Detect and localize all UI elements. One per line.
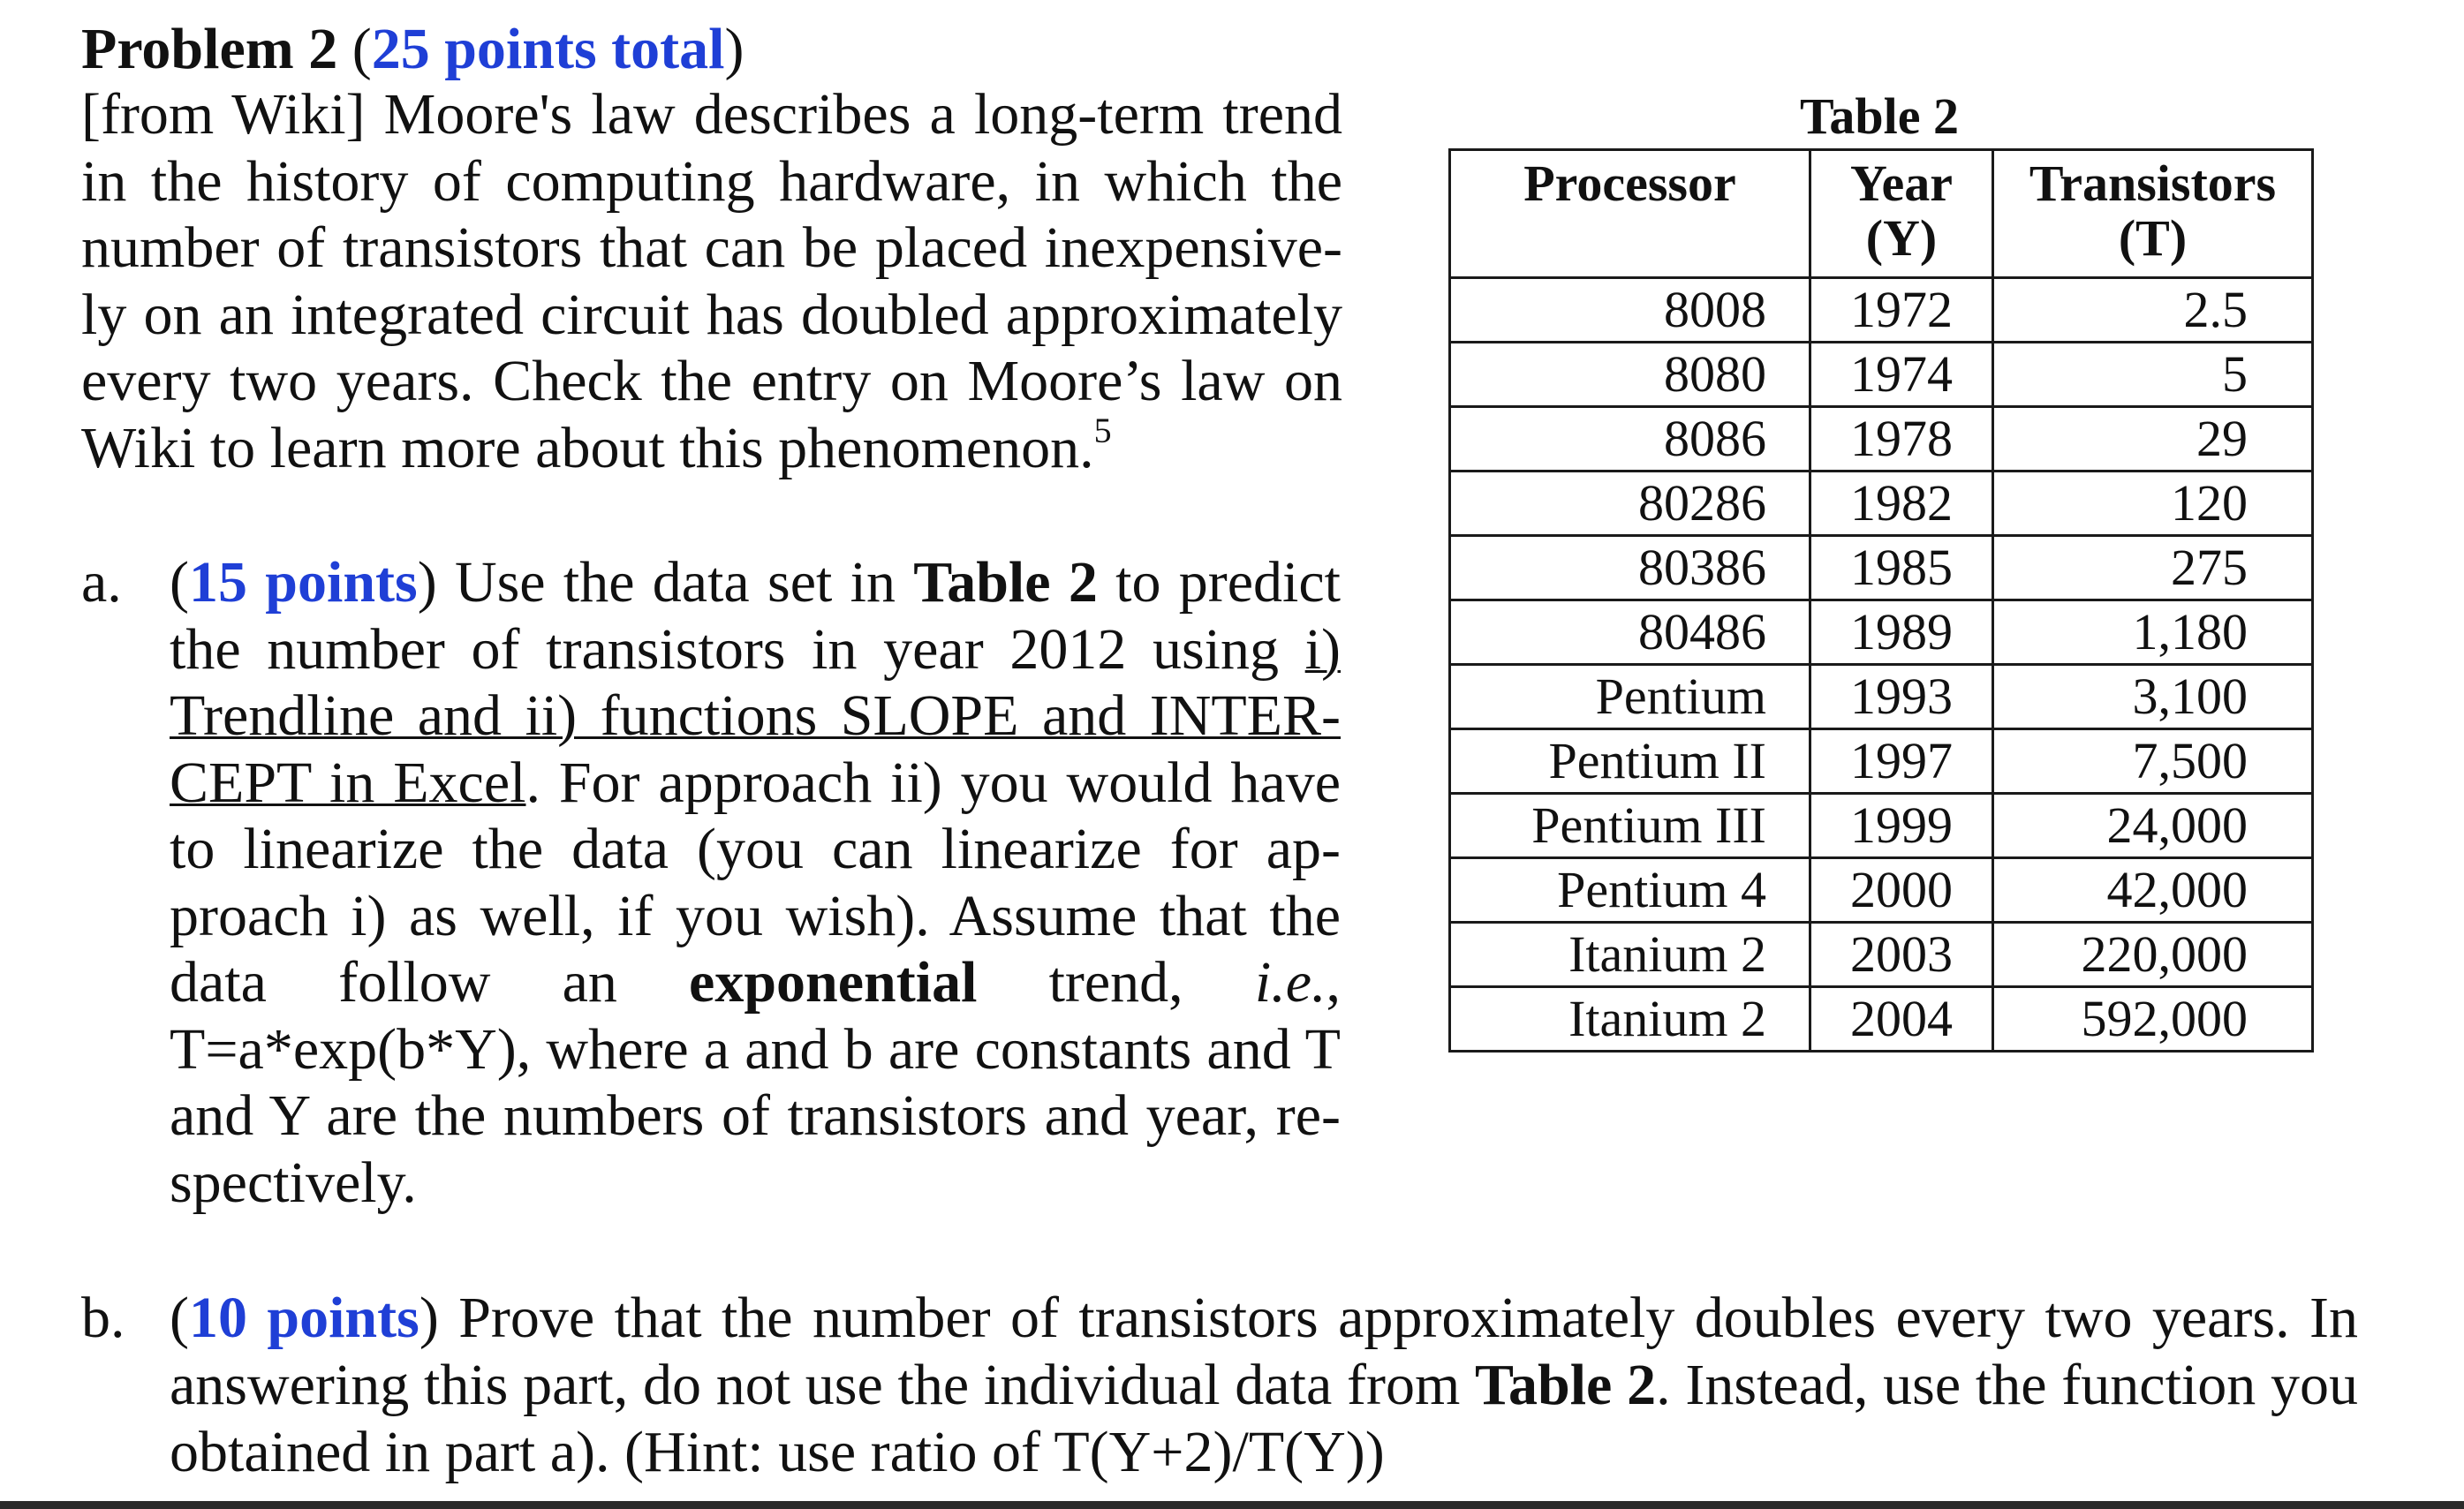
header-year: Year (Y) (1810, 150, 1993, 278)
cell-year: 1985 (1810, 536, 1993, 600)
table-row (1450, 600, 2313, 665)
part-a-text-5: , T=a*exp(b*Y), where a and b are constants and T and Y are the numbers of transistors and year, re-spectively. (170, 950, 1341, 1215)
part-a-underlined-methods: i) Trendline and ii) functions SLOPE and INTER-CEPT in Excel (170, 616, 1341, 815)
cell-processor: 80486 (1450, 600, 1810, 665)
part-b-text-2: . Instead, use the function you obtained in part a). (Hint: use ratio of T(Y+2)/T(Y)) (170, 1353, 2358, 1484)
points-close-paren: ) (724, 17, 744, 81)
header-transistors: Transistors (T) (1993, 150, 2313, 278)
cell-year: 2000 (1810, 858, 1993, 923)
cell-processor: 80386 (1450, 536, 1810, 600)
cell-transistors: 3,100 (1993, 665, 2313, 729)
cell-year: 1993 (1810, 665, 1993, 729)
cell-year: 1974 (1810, 343, 1993, 407)
cell-transistors: 592,000 (1993, 987, 2313, 1052)
cell-processor: Itanium 2 (1450, 923, 1810, 987)
cell-processor: Itanium 2 (1450, 987, 1810, 1052)
problem-heading (81, 9, 744, 90)
part-a-table-ref: Table 2 (913, 550, 1098, 615)
cell-transistors: 220,000 (1993, 923, 2313, 987)
cell-transistors: 42,000 (1993, 858, 2313, 923)
cell-processor: Pentium II (1450, 729, 1810, 794)
cell-processor: 8008 (1450, 278, 1810, 343)
intro-text: [from Wiki] Moore's law describes a long-term trend in the history of computing hardware, in which the number of transistors that can be placed inexpensive-ly on an integrated circuit has doubled approximately every two years. Check the entry on Moore’s law on Wiki to learn more about this phenomenon. (81, 82, 1342, 480)
part-a-points: 15 points (188, 550, 418, 615)
part-a-text-3: . For approach ii) you would have to linearize the data (you can linearize for ap-proach i) as well, if you wish). Assume that the data follow an (170, 750, 1341, 1015)
part-a-text-4: trend, (977, 950, 1255, 1015)
table-row (1450, 407, 2313, 472)
cell-year: 2003 (1810, 923, 1993, 987)
part-a-paren-close: ) (417, 550, 437, 615)
table-row (1450, 858, 2313, 923)
problem-title: Problem 2 (81, 17, 338, 81)
cell-year: 1999 (1810, 794, 1993, 858)
cell-year: 1997 (1810, 729, 1993, 794)
part-a (81, 549, 1341, 1216)
points-open-paren: ( (351, 17, 372, 81)
part-b-points: 10 points (188, 1286, 419, 1350)
table-row (1450, 729, 2313, 794)
table-header-row (1450, 150, 2313, 278)
part-b (81, 1285, 2358, 1486)
cell-transistors: 7,500 (1993, 729, 2313, 794)
table-row (1450, 923, 2313, 987)
part-b-table-ref: Table 2 (1475, 1353, 1657, 1417)
part-a-text-1: Use the data set in (436, 550, 914, 615)
cell-year: 1982 (1810, 472, 1993, 536)
cell-year: 2004 (1810, 987, 1993, 1052)
footnote-marker: 5 (1093, 410, 1112, 450)
bottom-divider (0, 1501, 2464, 1509)
cell-transistors: 29 (1993, 407, 2313, 472)
cell-processor: Pentium III (1450, 794, 1810, 858)
cell-processor: Pentium 4 (1450, 858, 1810, 923)
table-row (1450, 536, 2313, 600)
cell-transistors: 275 (1993, 536, 2313, 600)
cell-processor: 8086 (1450, 407, 1810, 472)
table-row (1450, 794, 2313, 858)
intro-paragraph (81, 81, 1342, 481)
header-processor: Processor (1450, 150, 1810, 278)
part-b-marker: b. (81, 1286, 125, 1350)
part-a-emphasis: exponential (689, 950, 978, 1015)
cell-transistors: 2.5 (1993, 278, 2313, 343)
cell-processor: 80286 (1450, 472, 1810, 536)
problem-points: 25 points total (371, 17, 725, 81)
part-a-text-2: to predict the number of transistors in year 2012 using (170, 550, 1341, 682)
table-row (1450, 278, 2313, 343)
cell-year: 1972 (1810, 278, 1993, 343)
part-a-paren-open: ( (170, 550, 189, 615)
part-b-text-1: Prove that the number of transistors approximately doubles every two years. In answering this part, do not use the individual data from (170, 1286, 2358, 1417)
cell-processor: Pentium (1450, 665, 1810, 729)
part-a-italic: i.e. (1254, 950, 1326, 1015)
cell-transistors: 5 (1993, 343, 2313, 407)
cell-year: 1978 (1810, 407, 1993, 472)
table-title: Table 2 (1800, 87, 1959, 145)
table-row (1450, 987, 2313, 1052)
part-b-paren-open: ( (170, 1286, 189, 1350)
cell-transistors: 24,000 (1993, 794, 2313, 858)
table-row (1450, 665, 2313, 729)
cell-year: 1989 (1810, 600, 1993, 665)
part-a-marker: a. (81, 550, 122, 615)
table-row (1450, 343, 2313, 407)
part-b-paren-close: ) (419, 1286, 439, 1350)
transistor-table (1448, 148, 2314, 1053)
cell-processor: 8080 (1450, 343, 1810, 407)
cell-transistors: 120 (1993, 472, 2313, 536)
cell-transistors: 1,180 (1993, 600, 2313, 665)
table-body (1450, 278, 2313, 1052)
table-row (1450, 472, 2313, 536)
